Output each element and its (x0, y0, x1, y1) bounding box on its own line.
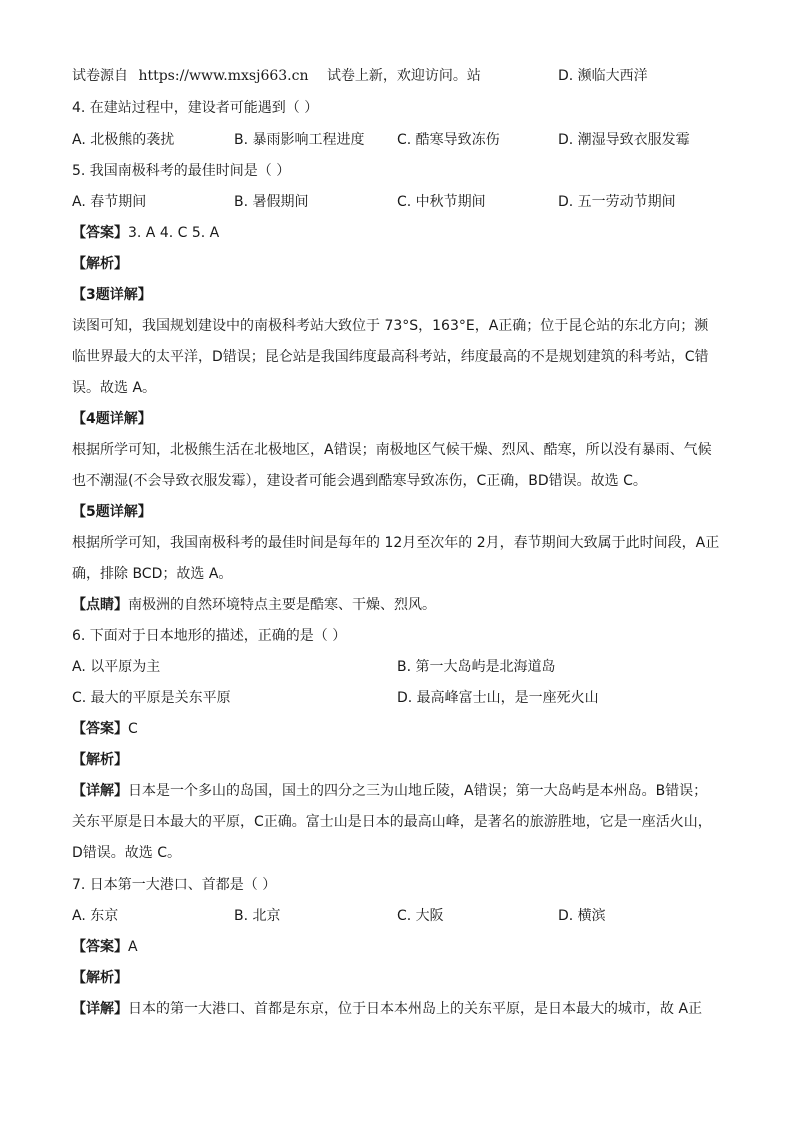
q5-option-a: A. 春节期间 (72, 194, 147, 210)
answer-3-5 (72, 223, 219, 243)
q4-detail-line: 也不潮湿(不会导致衣服发霉），建设者可能会遇到酷寒导致冻伤，C正确，BD错误。故选 C。 (72, 473, 647, 489)
q6-detail-line: 关东平原是日本最大的平原，C正确。富士山是日本的最高山峰，是著名的旅游胜地，它是一座活火山， (72, 814, 712, 830)
answer-6 (72, 719, 138, 739)
q5-detail-tag: 【5题详解】 (72, 504, 152, 520)
q6-option-b: B. 第一大岛屿是北海道岛 (397, 659, 556, 675)
key-point-tag: 【点睛】 (72, 597, 128, 613)
answer-value: 3. A 4. C 5. A (128, 225, 220, 241)
q7-option-b: B. 北京 (234, 908, 281, 924)
key-point-text: 南极洲的自然环境特点主要是酷寒、干燥、烈风。 (128, 597, 436, 613)
q3-option-d: D. 濒临大西洋 (558, 68, 648, 84)
q6-stem: 6. 下面对于日本地形的描述，正确的是（ ） (72, 628, 347, 644)
q7-option-d: D. 横滨 (558, 908, 606, 924)
q7-option-c: C. 大阪 (397, 908, 444, 924)
q6-detail (72, 781, 707, 801)
q4-option-b: B. 暴雨影响工程进度 (234, 132, 365, 148)
answer-value: C (128, 721, 138, 737)
key-point (72, 595, 436, 615)
q3-detail-line: 临世界最大的太平洋，D错误；昆仑站是我国纬度最高科考站，纬度最高的不是规划建筑的科考站，C错 (72, 349, 709, 365)
q3-detail-line: 读图可知，我国规划建设中的南极科考站大致位于 73°S，163°E，A正确；位于昆仑站的东北方向；濒 (72, 318, 709, 334)
q7-detail-line: 日本的第一大港口、首都是东京，位于日本本州岛上的关东平原，是日本最大的城市，故 A正 (128, 1001, 703, 1017)
header-note: 试卷上新，欢迎访问。站 (326, 68, 481, 84)
answer-value: A (128, 939, 138, 955)
q7-detail (72, 999, 702, 1019)
detail-tag: 【详解】 (72, 1001, 128, 1017)
q5-option-d: D. 五一劳动节期间 (558, 194, 676, 210)
q6-option-c: C. 最大的平原是关东平原 (72, 690, 231, 706)
q5-detail-line: 确，排除 BCD；故选 A。 (72, 566, 233, 582)
q4-detail-line: 根据所学可知，北极熊生活在北极地区，A错误；南极地区气候干燥、烈风、酷寒，所以没有暴雨、气候 (72, 442, 712, 458)
q6-detail-line: D错误。故选 C。 (72, 845, 182, 861)
source-url[interactable]: https://www.mxsj663.cn (138, 68, 309, 84)
q3-detail-line: 误。故选 A。 (72, 380, 157, 396)
q6-option-a: A. 以平原为主 (72, 659, 161, 675)
q4-option-a: A. 北极熊的袭扰 (72, 132, 175, 148)
q6-detail-line: 日本是一个多山的岛国，国土的四分之三为山地丘陵，A错误；第一大岛屿是本州岛。B错误； (128, 783, 708, 799)
analysis-tag: 【解析】 (72, 752, 128, 768)
q4-option-d: D. 潮湿导致衣服发霉 (558, 132, 690, 148)
q5-option-b: B. 暑假期间 (234, 194, 309, 210)
q7-stem: 7. 日本第一大港口、首都是（ ） (72, 877, 277, 893)
answer-7 (72, 937, 138, 957)
q4-detail-tag: 【4题详解】 (72, 411, 152, 427)
detail-tag: 【详解】 (72, 783, 128, 799)
analysis-tag: 【解析】 (72, 970, 128, 986)
q5-option-c: C. 中秋节期间 (397, 194, 486, 210)
source-label: 试卷源自 (72, 68, 128, 84)
answer-tag: 【答案】 (72, 939, 128, 955)
header-line (72, 66, 481, 86)
q3-detail-tag: 【3题详解】 (72, 287, 152, 303)
q5-stem: 5. 我国南极科考的最佳时间是（ ） (72, 163, 291, 179)
q5-detail-line: 根据所学可知，我国南极科考的最佳时间是每年的 12月至次年的 2月，春节期间大致属于此时间段，A正 (72, 535, 720, 551)
answer-tag: 【答案】 (72, 225, 128, 241)
q4-stem: 4. 在建站过程中，建设者可能遇到（ ） (72, 100, 319, 116)
q6-option-d: D. 最高峰富士山，是一座死火山 (397, 690, 599, 706)
answer-tag: 【答案】 (72, 721, 128, 737)
q4-option-c: C. 酷寒导致冻伤 (397, 132, 500, 148)
q7-option-a: A. 东京 (72, 908, 119, 924)
analysis-tag: 【解析】 (72, 256, 128, 272)
